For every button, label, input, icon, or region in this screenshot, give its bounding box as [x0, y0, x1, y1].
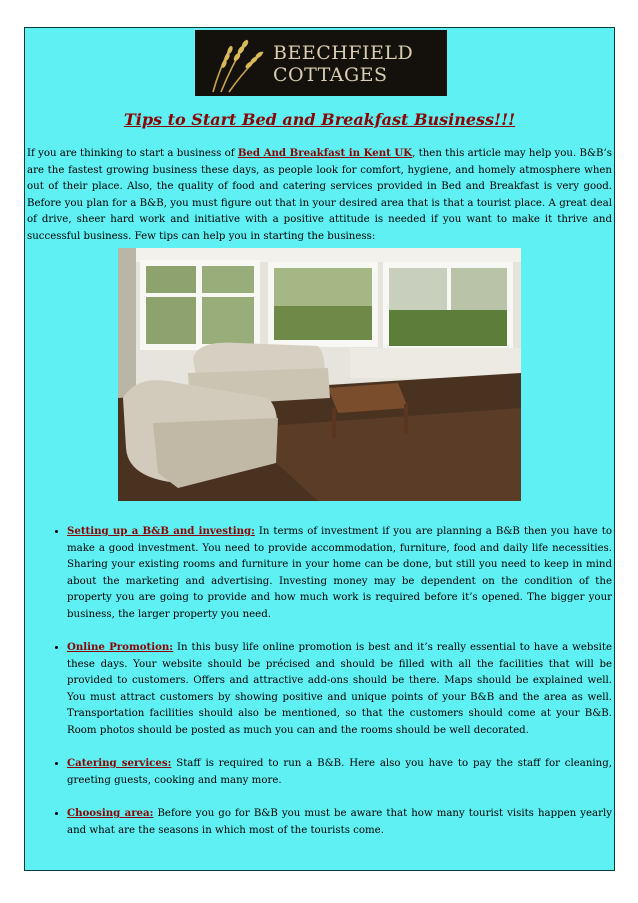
tip-text: Staff is required to run a B&B. Here also you have to pay the staff for cleaning, greeting guests, cooking and many more.	[67, 758, 613, 786]
tip-heading: Online Promotion:	[67, 641, 174, 653]
page-title: Tips to Start Bed and Breakfast Business!!!	[123, 110, 516, 129]
tip-text: In this busy life online promotion is best and it’s really essential to have a website these days. Your website should be précised and should be filled with all the facilities that will be provided to customers. Offers and attractive add-ons should be there. Maps should be explained well. You must attract customers by showing positive and unique points of your B&B and the area as well. Transportation facilities should also be mentioned, so that the customers should come at your B&B. Room photos should be posted as much you can and the rooms should be well decorated.	[67, 642, 612, 736]
tip-text: Before you go for B&B you must be aware that how many tourist visits happen yearly and what are the seasons in which most of the tourists come.	[67, 808, 612, 836]
tip-item	[67, 639, 612, 739]
tip-item	[67, 805, 612, 839]
tips-list	[25, 523, 612, 855]
wheat-icon	[201, 32, 271, 94]
logo-line-2: COTTAGES	[273, 64, 388, 86]
intro-text-after: , then this article may help you. B&B’s are the fastest growing business these days, as people look for comfort, hygiene, and homely atmosphere when out of their place. Also, the quality of food and catering services provided in Bed and Breakfast is very good. Before you plan for a B&B, you must figure out that in your desired area that is that a tourist place. A great deal of drive, sheer hard work and initiative with a positive attitude is needed if you want to make it thrive and successful business. Few tips can help you in starting the business:	[27, 148, 612, 242]
tip-item	[67, 755, 612, 789]
intro-paragraph	[27, 145, 612, 245]
document-page	[24, 27, 615, 871]
logo-line-1: BEECHFIELD	[273, 42, 414, 64]
tip-heading: Choosing area:	[67, 807, 154, 819]
beechfield-logo	[195, 30, 447, 96]
tip-text: In terms of investment if you are planning a B&B then you have to make a good investment. You need to provide accommodation, furniture, food and daily life necessities. Sharing your existing rooms and furniture in your home can be done, but still you need to keep in mind about the marketing and advertising. Investing money may be dependent on the condition of the property you are going to provide and how much work is required before it’s opened. The bigger your business, the larger property you need.	[67, 526, 612, 620]
tip-heading: Setting up a B&B and investing:	[67, 525, 255, 537]
intro-text-before: If you are thinking to start a business of	[27, 148, 238, 159]
living-room-photo	[118, 248, 521, 501]
tip-item	[67, 523, 612, 623]
tip-heading: Catering services:	[67, 757, 172, 769]
bed-and-breakfast-link[interactable]: Bed And Breakfast in Kent UK	[237, 147, 413, 159]
